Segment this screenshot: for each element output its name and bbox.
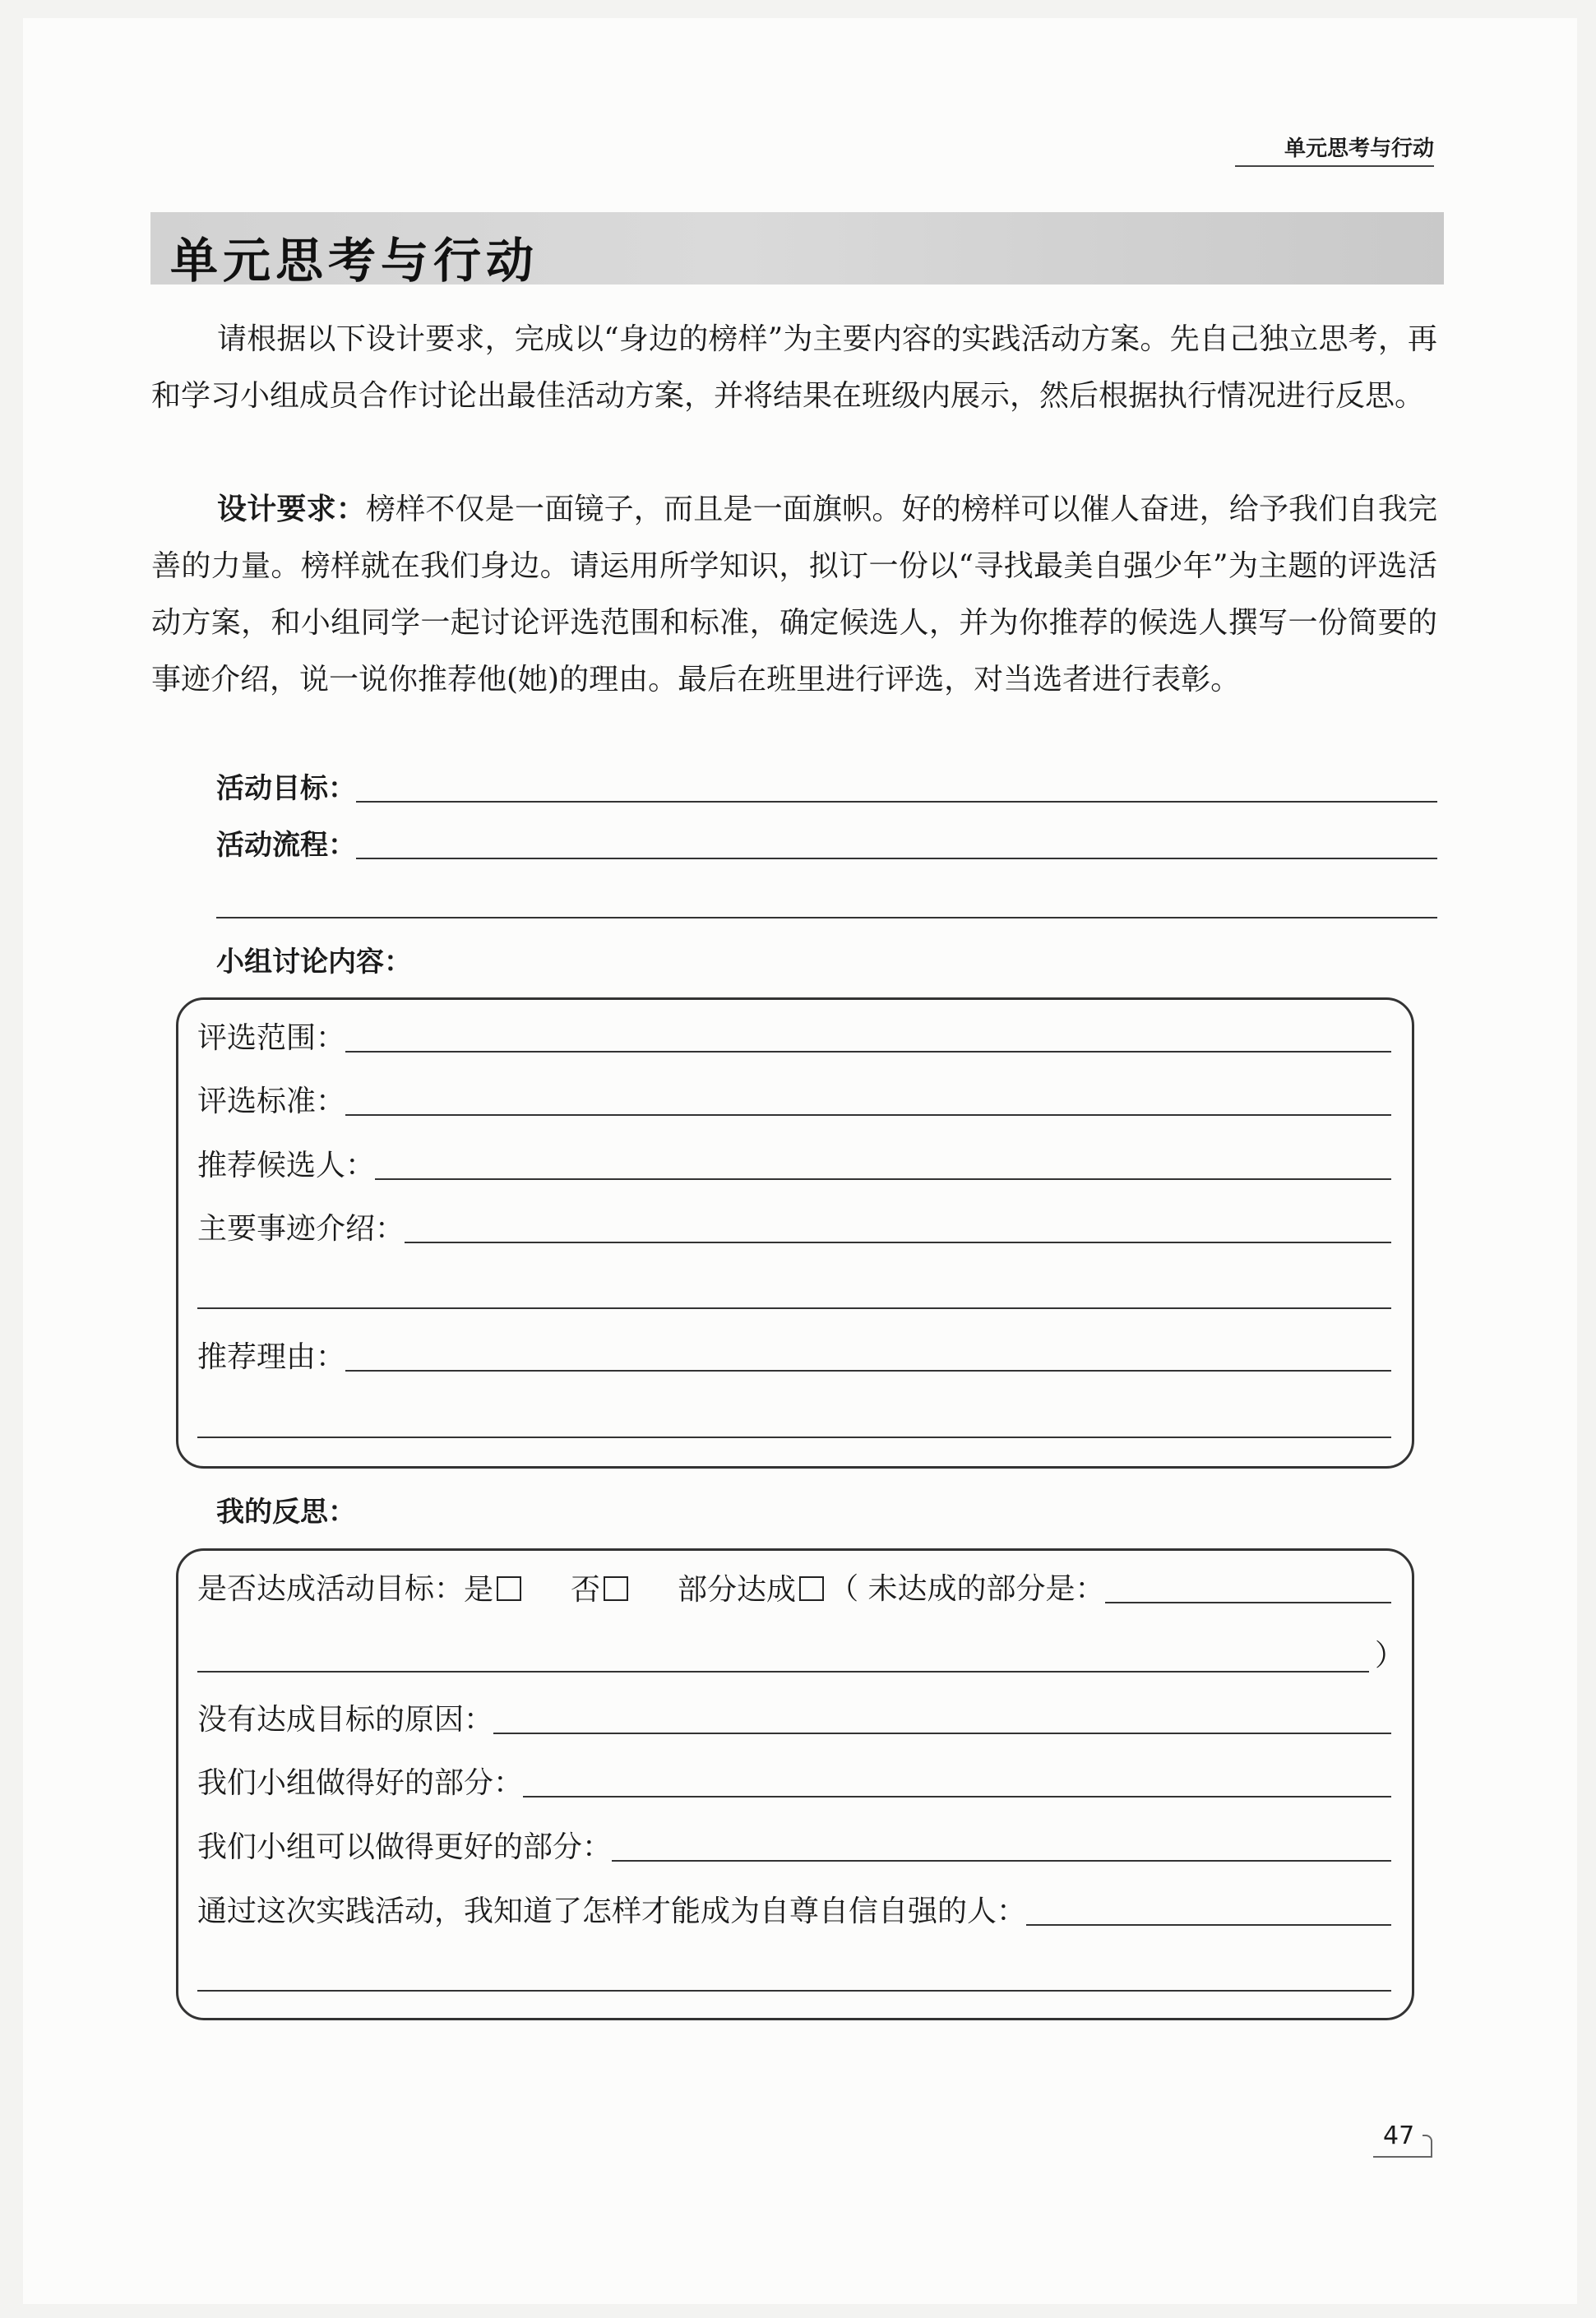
did-well-row — [197, 1765, 1391, 1802]
process-label: 活动流程： — [216, 829, 356, 862]
goal-label: 活动目标： — [216, 772, 356, 805]
unmet-input-line-2[interactable] — [197, 1671, 1369, 1673]
reason-row — [197, 1339, 1391, 1376]
design-label: 设计要求： — [217, 493, 366, 526]
deeds-label: 主要事迹介绍： — [197, 1212, 405, 1246]
learned-label: 通过这次实践活动，我知道了怎样才能成为自尊自信自强的人： — [197, 1895, 1027, 1928]
scope-input-line[interactable] — [345, 1051, 1391, 1053]
could-improve-row — [197, 1829, 1391, 1867]
could-improve-input-line[interactable] — [612, 1860, 1391, 1862]
close-paren: ） — [1375, 1639, 1405, 1673]
yes-checkbox[interactable] — [497, 1576, 521, 1601]
goal-met-row — [197, 1571, 1391, 1608]
deeds-input-line[interactable] — [405, 1242, 1391, 1243]
deeds-input-line-2[interactable] — [197, 1307, 1391, 1309]
reason-unmet-label: 没有达成目标的原因： — [197, 1703, 494, 1737]
criteria-input-line[interactable] — [345, 1114, 1391, 1116]
deeds-row — [197, 1210, 1391, 1248]
goal-row — [216, 770, 1437, 807]
learned-row — [197, 1893, 1391, 1931]
did-well-label: 我们小组做得好的部分： — [197, 1766, 524, 1800]
learned-input-line-2[interactable] — [197, 1990, 1391, 1992]
section-banner — [150, 212, 1444, 289]
goal-met-label: 是否达成活动目标： — [197, 1572, 465, 1606]
reason-unmet-row — [197, 1701, 1391, 1739]
design-paragraph — [151, 481, 1437, 708]
option-no[interactable] — [571, 1566, 628, 1608]
candidate-row — [197, 1147, 1391, 1185]
learned-input-line[interactable] — [1026, 1924, 1391, 1926]
reason-input-line[interactable] — [345, 1370, 1391, 1372]
partial-checkbox[interactable] — [799, 1576, 824, 1601]
candidate-input-line[interactable] — [375, 1178, 1391, 1180]
design-text: 榜样不仅是一面镜子，而且是一面旗帜。好的榜样可以催人奋进，给予我们自我完善的力量。榜样就在我们身边。请运用所学知识，拟订一份以“寻找最美自强少年”为主题的评选活动方案，和小组同学一起讨论评选范围和标准，确定候选人，并为你推荐的候选人撰写一份简要的事迹介绍，说一说你推荐他(她)的理由。最后在班里进行评选，对当选者进行表彰。 — [151, 493, 1437, 696]
could-improve-label: 我们小组可以做得更好的部分： — [197, 1830, 613, 1864]
scope-label: 评选范围： — [197, 1021, 346, 1055]
process-input-line[interactable] — [356, 858, 1437, 859]
reflection-heading: 我的反思： — [216, 1496, 356, 1529]
intro-paragraph: 请根据以下设计要求，完成以“身边的榜样”为主要内容的实践活动方案。先自己独立思考，再和学习小组成员合作讨论出最佳活动方案，并将结果在班级内展示，然后根据执行情况进行反思。 — [151, 322, 1437, 413]
option-partial-label: 部分达成 — [678, 1573, 797, 1607]
page-number: 47 — [1383, 2121, 1415, 2150]
scope-row — [197, 1020, 1391, 1057]
reason-unmet-input-line[interactable] — [493, 1733, 1391, 1734]
criteria-label: 评选标准： — [197, 1085, 346, 1118]
criteria-row — [197, 1083, 1391, 1121]
section-title: 单元思考与行动 — [170, 233, 539, 289]
group-discussion-heading: 小组讨论内容： — [216, 946, 412, 979]
reason-label: 推荐理由： — [197, 1340, 346, 1374]
option-yes-label: 是 — [464, 1573, 494, 1607]
process-row — [216, 826, 1437, 864]
unmet-label: （ 未达成的部分是： — [829, 1572, 1105, 1606]
running-head: 单元思考与行动 — [1235, 132, 1434, 167]
reason-input-line-2[interactable] — [197, 1437, 1391, 1438]
option-no-label: 否 — [571, 1573, 601, 1607]
goal-input-line[interactable] — [356, 801, 1437, 803]
unmet-input-line[interactable] — [1105, 1602, 1391, 1603]
process-input-line-2[interactable] — [216, 917, 1437, 918]
did-well-input-line[interactable] — [523, 1796, 1391, 1797]
page-number-hook — [1423, 2135, 1432, 2158]
option-yes[interactable] — [464, 1566, 521, 1608]
candidate-label: 推荐候选人： — [197, 1149, 376, 1182]
option-partial[interactable] — [678, 1566, 824, 1608]
no-checkbox[interactable] — [604, 1576, 628, 1601]
